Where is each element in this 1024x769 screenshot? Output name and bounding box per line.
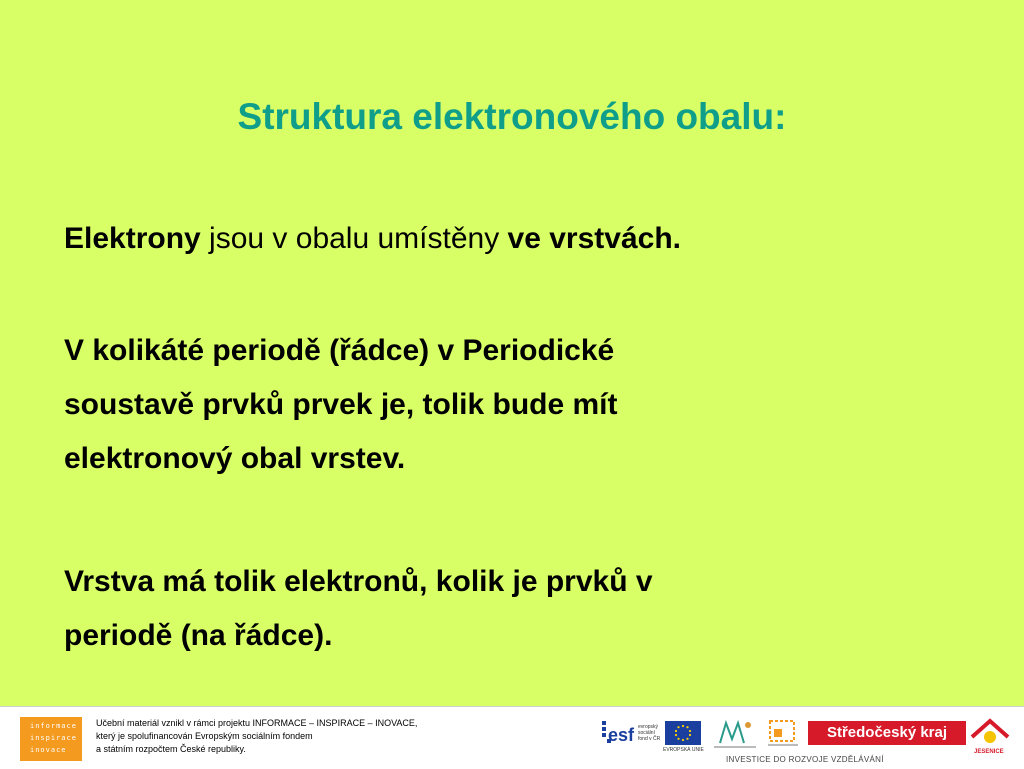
iii-logo-line: inspirace (30, 734, 77, 742)
footer-text-line: který je spolufinancován Evropským sociálním fondem (96, 731, 313, 741)
slide-title: Struktura elektronového obalu: (237, 96, 787, 137)
svg-text:EVROPSKÁ UNIE: EVROPSKÁ UNIE (663, 747, 704, 753)
footer-text-line: Učební materiál vznikl v rámci projektu INFORMACE – INSPIRACE – INOVACE, (96, 718, 418, 728)
esf-caption-line: sociální (638, 730, 655, 736)
eu-flag-icon (665, 721, 701, 745)
iii-logo (20, 717, 82, 761)
msmt-logo (712, 717, 758, 751)
esf-logo (602, 719, 661, 751)
invest-caption: INVESTICE DO ROZVOJE VZDĚLÁVÁNÍ (726, 755, 884, 764)
iii-logo-line: inovace (30, 746, 67, 754)
iii-logo-line: informace (30, 722, 77, 730)
jesenice-logo (968, 715, 1012, 757)
sponsor-logos (602, 713, 1012, 763)
paragraph-period-rule (64, 324, 964, 486)
footer-bar (0, 706, 1024, 769)
paragraph-electrons-layers (64, 212, 964, 266)
footer-text-line: a státním rozpočtem České republiky. (96, 744, 246, 754)
iii-logo-text (30, 720, 77, 756)
p3-line: periodě (na řádce). (64, 619, 333, 652)
footer-project-text (96, 717, 496, 756)
p1-bold-electrons: Elektrony (64, 222, 201, 255)
esf-text: esf (608, 725, 635, 745)
p2-line: V kolikáté periodě (řádce) v Periodické (64, 334, 615, 367)
p2-line: elektronový obal vrstev. (64, 442, 406, 475)
p2-line: soustavě prvků prvek je, tolik bude mít (64, 388, 618, 421)
jesenice-label: JESENICE (974, 749, 1004, 755)
eu-caption (662, 745, 706, 753)
opvk-logo (766, 719, 800, 749)
paragraph-layer-electrons (64, 555, 964, 663)
esf-caption-line: evropský (638, 724, 659, 730)
p1-bold-layers: ve vrstvách. (507, 222, 681, 255)
esf-caption-line: fond v ČR (638, 736, 661, 742)
p3-line: Vrstva má tolik elektronů, kolik je prvků v (64, 565, 653, 598)
stredocesky-kraj-banner: Středočeský kraj (808, 721, 966, 745)
p1-text: jsou v obalu umístěny (200, 222, 508, 255)
